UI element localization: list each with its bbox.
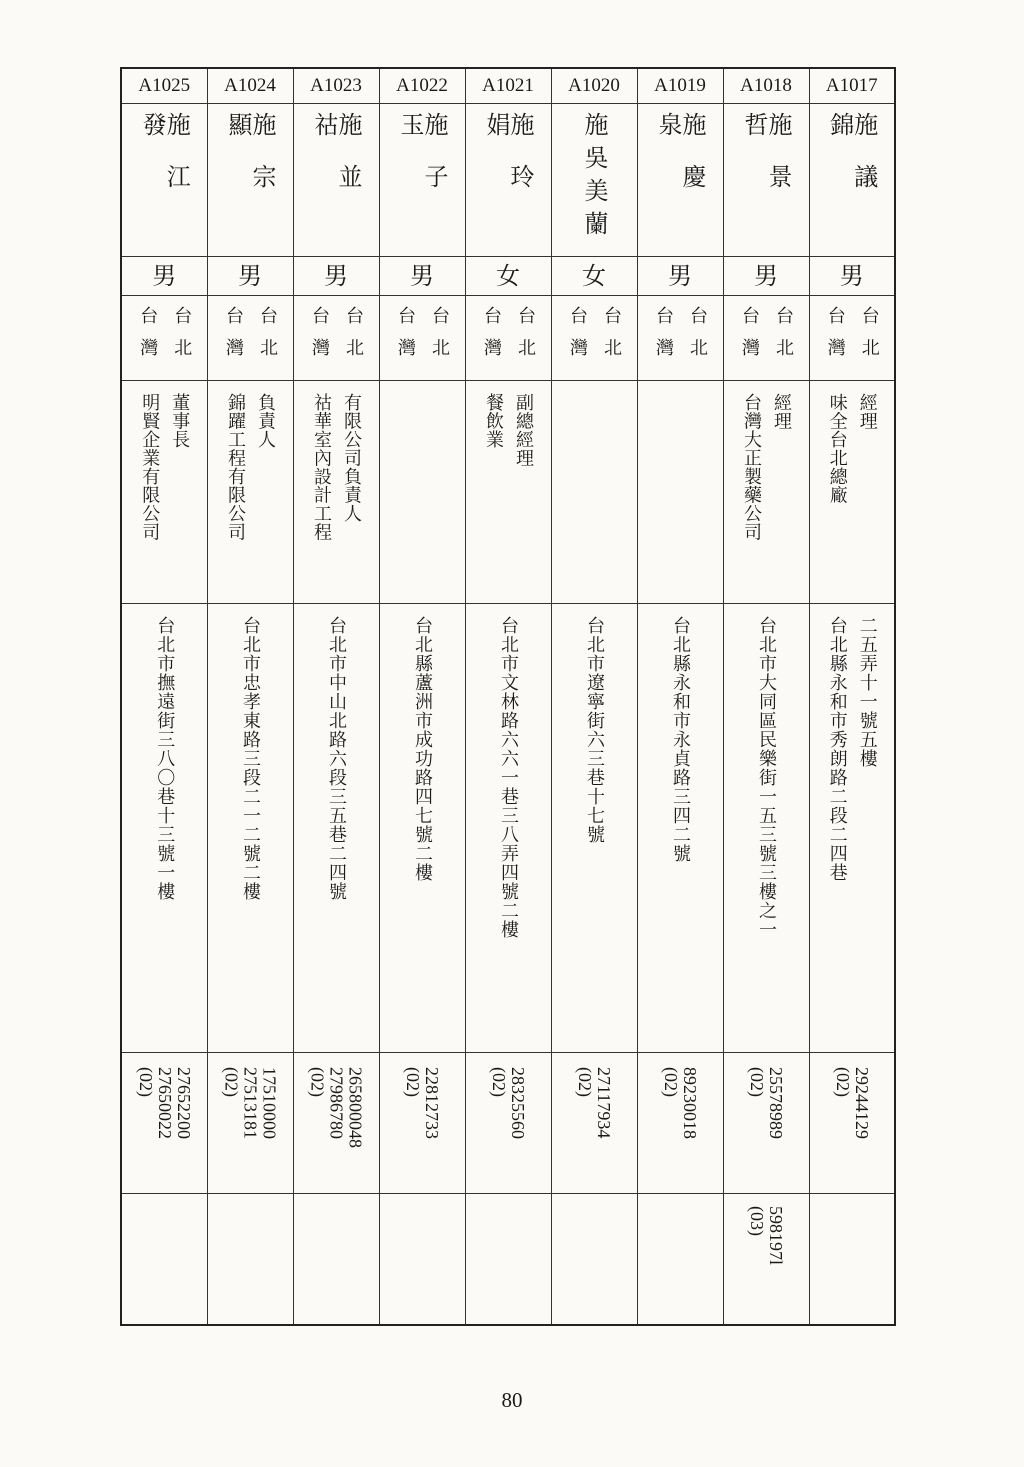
person-name: 施議錦	[825, 112, 878, 216]
origin-line-1: 台灣	[481, 306, 502, 370]
address-wrap	[380, 604, 465, 1052]
phone2-wrap	[466, 1194, 551, 1324]
name-cell	[207, 104, 293, 257]
phone-number-1: 27513181	[240, 1067, 261, 1139]
occupation-cell	[809, 381, 895, 604]
name-cell	[637, 104, 723, 257]
occupation-line-2: 副總經理	[513, 393, 534, 467]
address-wrap	[638, 604, 723, 1052]
id-cell: A1024	[207, 68, 293, 104]
address-wrap	[208, 604, 293, 1052]
occupation-line-1: 祜華室內設計工程	[311, 393, 332, 541]
origin-line-1: 台灣	[824, 306, 846, 370]
origin-line-2: 台北	[429, 306, 450, 370]
occupation-wrap	[294, 381, 379, 603]
address-cell	[637, 604, 723, 1053]
phone-area-code: (02)	[307, 1067, 328, 1097]
phone2-cell	[207, 1194, 293, 1326]
phone-cell	[809, 1053, 895, 1194]
phone-number-2: 17510000	[259, 1067, 280, 1139]
sex-cell: 女	[551, 257, 637, 296]
phone2-wrap	[122, 1194, 207, 1324]
occupation-cell	[293, 381, 379, 604]
phone2-area-code: (03)	[747, 1206, 767, 1236]
id-cell: A1019	[637, 68, 723, 104]
address-wrap	[724, 604, 809, 1052]
occupation-cell	[637, 381, 723, 604]
phone-wrap	[724, 1053, 809, 1193]
phone-wrap	[810, 1053, 895, 1193]
address-cell	[293, 604, 379, 1053]
phone-area-code: (02)	[221, 1067, 242, 1097]
sex-cell: 男	[293, 257, 379, 296]
occupation-wrap	[552, 381, 637, 603]
origin-cell	[809, 296, 895, 381]
id-cell: A1018	[723, 68, 809, 104]
address-cell	[465, 604, 551, 1053]
phone-number-1: 89230018	[680, 1067, 700, 1139]
person-name: 施玲娟	[482, 112, 534, 216]
origin-wrap	[466, 296, 551, 380]
phone-number-1: 25578989	[766, 1067, 786, 1139]
occupation-wrap	[810, 381, 895, 603]
address-wrap	[466, 604, 551, 1052]
phone2-wrap	[810, 1194, 895, 1324]
origin-wrap	[810, 296, 895, 380]
occupation-line-2: 負責人	[255, 393, 276, 449]
origin-cell	[723, 296, 809, 381]
phone2-cell	[551, 1194, 637, 1326]
name-cell	[723, 104, 809, 257]
name-cell	[121, 104, 207, 257]
sex-row	[121, 257, 895, 296]
origin-line-2: 台北	[601, 306, 622, 370]
sex-cell: 男	[809, 257, 895, 296]
address-wrap	[294, 604, 379, 1052]
phone-number-1: 29244129	[851, 1067, 872, 1139]
occupation-cell	[379, 381, 465, 604]
phone2-number: 598197l	[766, 1206, 786, 1266]
phone-number-1: 27650022	[154, 1067, 175, 1139]
occupation-wrap	[466, 381, 551, 603]
phone-number-1: 27986780	[326, 1067, 347, 1139]
address-cell	[207, 604, 293, 1053]
phone2-cell	[465, 1194, 551, 1326]
address-line-1: 台北市大同區民樂街一五三號三樓之一	[756, 616, 777, 939]
person-name: 施宗顯	[224, 112, 276, 216]
origin-line-1: 台灣	[739, 306, 760, 370]
phone2-cell	[121, 1194, 207, 1326]
person-name: 施慶泉	[654, 112, 706, 216]
phone2-wrap	[552, 1194, 637, 1324]
occupation-wrap	[208, 381, 293, 603]
occupation-row	[121, 381, 895, 604]
occupation-line-1: 台灣大正製藥公司	[741, 393, 762, 541]
phone-cell	[207, 1053, 293, 1194]
id-cell: A1020	[551, 68, 637, 104]
person-name: 施子玉	[396, 112, 448, 216]
origin-line-2: 台北	[515, 306, 536, 370]
occupation-line-1: 明賢企業有限公司	[139, 393, 161, 541]
phone2-cell	[293, 1194, 379, 1326]
phone-area-code: (02)	[575, 1067, 595, 1097]
phone-wrap	[466, 1053, 551, 1193]
phone-cell	[551, 1053, 637, 1194]
address-line-1: 台北縣永和市秀朗路二段二四巷	[826, 616, 848, 882]
id-cell: A1017	[809, 68, 895, 104]
origin-wrap	[552, 296, 637, 380]
occupation-wrap	[638, 381, 723, 603]
occupation-line-1: 味全台北總廠	[826, 393, 848, 504]
occupation-cell	[723, 381, 809, 604]
origin-line-1: 台灣	[395, 306, 416, 370]
phone-area-code: (02)	[489, 1067, 509, 1097]
address-cell	[121, 604, 207, 1053]
id-cell: A1022	[379, 68, 465, 104]
origin-wrap	[122, 296, 207, 380]
name-wrap	[208, 104, 293, 256]
phone2-cell	[723, 1194, 809, 1326]
name-wrap	[380, 104, 465, 256]
address-line-1: 台北縣永和市永貞路三四二號	[670, 616, 691, 863]
address-wrap	[552, 604, 637, 1052]
name-wrap	[810, 104, 895, 256]
address-wrap	[122, 604, 207, 1052]
address-wrap	[810, 604, 895, 1052]
origin-wrap	[724, 296, 809, 380]
page-number: 80	[501, 1388, 523, 1412]
table-body	[121, 68, 895, 1325]
phone2-wrap	[294, 1194, 379, 1324]
occupation-line-2: 經理	[771, 393, 792, 430]
phone-cell	[379, 1053, 465, 1194]
id-row	[121, 68, 895, 104]
phone-number-1: 27117934	[594, 1067, 614, 1139]
origin-wrap	[638, 296, 723, 380]
origin-line-2: 台北	[858, 306, 880, 370]
phone-wrap	[208, 1053, 293, 1193]
address-line-1: 台北市撫遠街三八〇巷十三號一樓	[154, 616, 176, 901]
name-row	[121, 104, 895, 257]
address-cell	[551, 604, 637, 1053]
phone-row	[121, 1053, 895, 1194]
person-name: 施並祜	[310, 112, 362, 216]
address-line-1: 台北縣蘆洲市成功路四七號二樓	[412, 616, 433, 882]
phone-area-code: (02)	[832, 1067, 853, 1097]
phone-number-2: 27652200	[173, 1067, 194, 1139]
address-line-1: 台北市遼寧街六三巷十七號	[584, 616, 605, 844]
sex-cell: 女	[465, 257, 551, 296]
origin-cell	[121, 296, 207, 381]
occupation-line-2: 董事長	[169, 393, 191, 449]
occupation-cell	[551, 381, 637, 604]
address-cell	[809, 604, 895, 1053]
phone-wrap	[552, 1053, 637, 1193]
sex-cell: 男	[379, 257, 465, 296]
phone2-wrap	[208, 1194, 293, 1324]
address-line-2: 二五弄十一號五樓	[856, 616, 878, 768]
address-row	[121, 604, 895, 1053]
occupation-line-1: 餐飲業	[483, 393, 504, 449]
origin-cell	[293, 296, 379, 381]
id-cell: A1025	[121, 68, 207, 104]
address-line-1: 台北市忠孝東路三段二一二號二樓	[240, 616, 261, 901]
phone-wrap	[122, 1053, 207, 1193]
phone2-cell	[637, 1194, 723, 1326]
origin-line-2: 台北	[773, 306, 794, 370]
origin-line-1: 台灣	[653, 306, 674, 370]
occupation-wrap	[380, 381, 465, 603]
phone-cell	[121, 1053, 207, 1194]
address-cell	[723, 604, 809, 1053]
origin-cell	[465, 296, 551, 381]
phone-area-code: (02)	[135, 1067, 156, 1097]
sex-cell: 男	[723, 257, 809, 296]
phone-number-1: 28325560	[508, 1067, 528, 1139]
sex-cell: 男	[121, 257, 207, 296]
id-cell: A1021	[465, 68, 551, 104]
origin-line-1: 台灣	[567, 306, 588, 370]
name-wrap	[638, 104, 723, 256]
phone-cell	[465, 1053, 551, 1194]
id-cell: A1023	[293, 68, 379, 104]
address-line-1: 台北市文林路六六一巷三八弄四號二樓	[498, 616, 519, 939]
origin-row	[121, 296, 895, 381]
phone2-row	[121, 1194, 895, 1326]
phone-wrap	[294, 1053, 379, 1193]
occupation-line-2: 經理	[856, 393, 878, 430]
person-name: 施吳美蘭	[580, 112, 608, 244]
phone-area-code: (02)	[747, 1067, 767, 1097]
name-wrap	[724, 104, 809, 256]
name-cell	[293, 104, 379, 257]
phone-area-code: (02)	[661, 1067, 681, 1097]
origin-line-1: 台灣	[309, 306, 330, 370]
phone-cell	[637, 1053, 723, 1194]
name-wrap	[466, 104, 551, 256]
phone-number-1: 22812733	[422, 1067, 442, 1139]
occupation-line-2: 有限公司負責人	[341, 393, 362, 523]
phone-cell	[293, 1053, 379, 1194]
genealogy-table	[120, 67, 896, 1326]
phone2-cell	[809, 1194, 895, 1326]
origin-cell	[379, 296, 465, 381]
name-cell	[379, 104, 465, 257]
name-cell	[551, 104, 637, 257]
name-wrap	[122, 104, 207, 256]
address-cell	[379, 604, 465, 1053]
origin-line-2: 台北	[257, 306, 278, 370]
origin-wrap	[208, 296, 293, 380]
phone-wrap	[380, 1053, 465, 1193]
occupation-wrap	[122, 381, 207, 603]
phone-cell	[723, 1053, 809, 1194]
name-wrap	[552, 104, 637, 256]
address-line-1: 台北市中山北路六段三五巷二四號	[326, 616, 347, 901]
origin-wrap	[294, 296, 379, 380]
origin-cell	[551, 296, 637, 381]
occupation-cell	[207, 381, 293, 604]
occupation-line-1: 錦躍工程有限公司	[225, 393, 246, 541]
phone-area-code: (02)	[403, 1067, 423, 1097]
person-name: 施景哲	[740, 112, 792, 216]
sex-cell: 男	[207, 257, 293, 296]
name-cell	[809, 104, 895, 257]
phone-wrap	[638, 1053, 723, 1193]
person-name: 施江發	[138, 112, 191, 216]
name-wrap	[294, 104, 379, 256]
phone2-wrap	[724, 1194, 809, 1324]
phone-number-2: 265800048	[345, 1067, 366, 1148]
origin-cell	[637, 296, 723, 381]
occupation-cell	[121, 381, 207, 604]
origin-line-2: 台北	[687, 306, 708, 370]
origin-cell	[207, 296, 293, 381]
name-cell	[465, 104, 551, 257]
sex-cell: 男	[637, 257, 723, 296]
phone2-wrap	[638, 1194, 723, 1324]
origin-wrap	[380, 296, 465, 380]
phone2-wrap	[380, 1194, 465, 1324]
origin-line-1: 台灣	[137, 306, 159, 370]
origin-line-1: 台灣	[223, 306, 244, 370]
occupation-cell	[465, 381, 551, 604]
phone2-cell	[379, 1194, 465, 1326]
occupation-wrap	[724, 381, 809, 603]
origin-line-2: 台北	[343, 306, 364, 370]
origin-line-2: 台北	[171, 306, 193, 370]
